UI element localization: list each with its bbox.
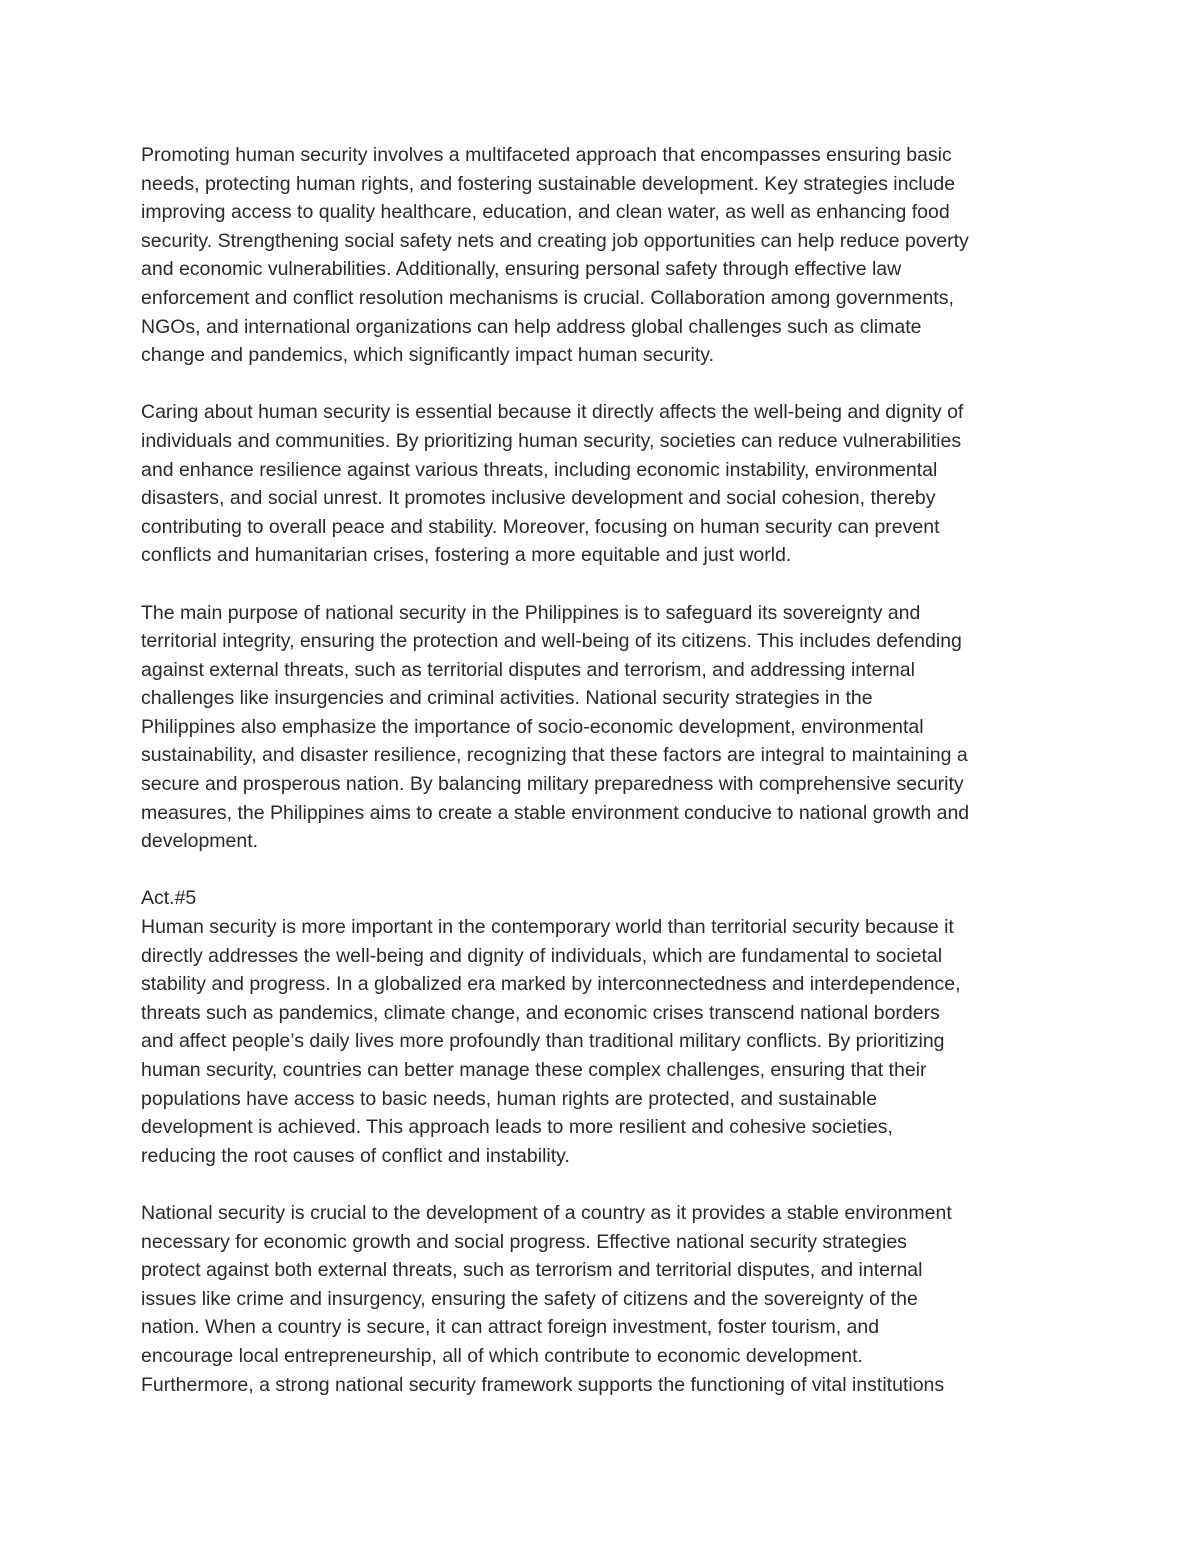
text-line: challenges like insurgencies and criminal activities. National security strategies in the	[141, 687, 873, 710]
text-line: Promoting human security involves a multifaceted approach that encompasses ensuring basic	[141, 144, 952, 166]
text-line: sustainability, and disaster resilience, recognizing that these factors are integral to maintaining a	[141, 744, 968, 767]
text-line: development is achieved. This approach leads to more resilient and cohesive societies,	[141, 1116, 893, 1139]
text-line: disasters, and social unrest. It promotes inclusive development and social cohesion, thereby	[141, 487, 936, 510]
text-line: threats such as pandemics, climate change, and economic crises transcend national borders	[141, 1001, 940, 1024]
text-line: and economic vulnerabilities. Additionally, ensuring personal safety through effective law	[141, 258, 902, 281]
text-line: necessary for economic growth and social progress. Effective national security strategies	[141, 1230, 907, 1253]
document-body	[141, 141, 1066, 1428]
text-line: measures, the Philippines aims to create a stable environment conducive to national growth and	[141, 801, 970, 824]
text-line: nation. When a country is secure, it can attract foreign investment, foster tourism, and	[141, 1316, 880, 1339]
text-line: The main purpose of national security in the Philippines is to safeguard its sovereignty and	[141, 601, 921, 624]
text-line: individuals and communities. By prioritizing human security, societies can reduce vulnerabilities	[141, 429, 962, 452]
text-line: human security, countries can better manage these complex challenges, ensuring that their	[141, 1059, 927, 1081]
text-line: stability and progress. In a globalized era marked by interconnectedness and interdependence,	[141, 973, 961, 996]
text-line: Caring about human security is essential because it directly affects the well-being and dignity of	[141, 401, 964, 424]
text-line: National security is crucial to the development of a country as it provides a stable environment	[141, 1201, 952, 1224]
text-line: needs, protecting human rights, and fostering sustainable development. Key strategies include	[141, 172, 956, 195]
text-line: and affect people’s daily lives more profoundly than traditional military conflicts. By prioritizing	[141, 1030, 945, 1053]
text-line: Furthermore, a strong national security framework supports the functioning of vital institutions	[141, 1373, 945, 1396]
paragraph-caring-human-security	[141, 398, 1066, 570]
paragraph-national-security-development	[141, 1199, 1066, 1399]
paragraph-national-security-philippines	[141, 599, 1066, 856]
text-line: populations have access to basic needs, human rights are protected, and sustainable	[141, 1087, 878, 1110]
text-line: territorial integrity, ensuring the protection and well-being of its citizens. This includes defending	[141, 630, 962, 653]
text-line: development.	[141, 830, 259, 853]
text-line: contributing to overall peace and stability. Moreover, focusing on human security can prevent	[141, 515, 940, 538]
text-line: Philippines also emphasize the importance of socio-economic development, environmental	[141, 715, 924, 738]
paragraph-act-5	[141, 884, 1066, 1170]
paragraph-promoting-human-security	[141, 141, 1066, 370]
text-line: encourage local entrepreneurship, all of which contribute to economic development.	[141, 1344, 863, 1367]
activity-heading: Act.#5	[141, 887, 197, 910]
text-line: change and pandemics, which significantly impact human security.	[141, 344, 715, 367]
text-line: and enhance resilience against various threats, including economic instability, environmental	[141, 458, 938, 481]
text-line: conflicts and humanitarian crises, fostering a more equitable and just world.	[141, 544, 792, 567]
text-line: secure and prosperous nation. By balancing military preparedness with comprehensive security	[141, 773, 964, 796]
text-line: security. Strengthening social safety nets and creating job opportunities can help reduce poverty	[141, 229, 969, 252]
text-line: against external threats, such as territorial disputes and terrorism, and addressing internal	[141, 658, 915, 681]
text-line: Human security is more important in the contemporary world than territorial security because it	[141, 916, 954, 939]
text-line: improving access to quality healthcare, education, and clean water, as well as enhancing food	[141, 201, 950, 224]
text-line: enforcement and conflict resolution mechanisms is crucial. Collaboration among governments,	[141, 286, 954, 309]
text-line: reducing the root causes of conflict and instability.	[141, 1144, 570, 1167]
text-line: NGOs, and international organizations can help address global challenges such as climate	[141, 315, 922, 338]
text-line: issues like crime and insurgency, ensuring the safety of citizens and the sovereignty of the	[141, 1287, 918, 1310]
text-line: directly addresses the well-being and dignity of individuals, which are fundamental to societal	[141, 944, 943, 967]
text-line: protect against both external threats, such as terrorism and territorial disputes, and internal	[141, 1259, 923, 1282]
